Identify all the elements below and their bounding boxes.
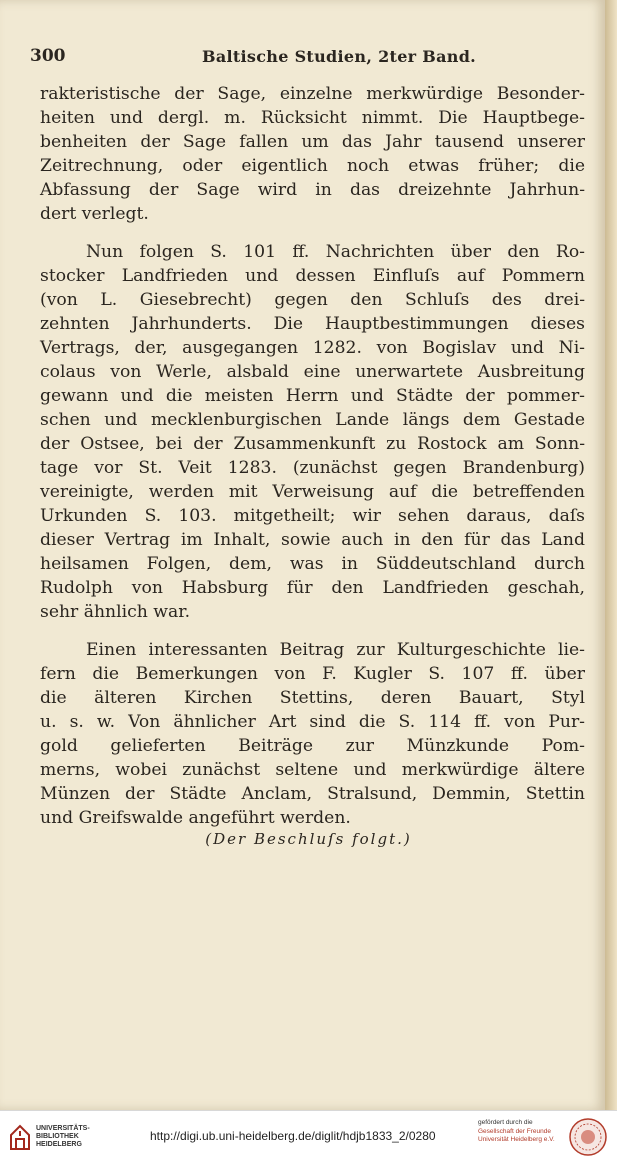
text-line: heilsamen Folgen, dem, was in Süddeutschland durch [40, 554, 585, 574]
text-line: gewann und die meisten Herrn und Städte der pommer- [40, 386, 585, 406]
text-line: merns, wobei zunächst seltene und merkwürdige ältere [40, 760, 585, 780]
text-line: Nun folgen S. 101 ff. Nachrichten über den Ro- [86, 242, 585, 262]
viewer-footer [0, 1110, 617, 1162]
text-line: vereinigte, werden mit Verweisung auf die betreffenden [40, 482, 585, 502]
text-line: tage vor St. Veit 1283. (zunächst gegen Brandenburg) [40, 458, 585, 478]
text-line: der Ostsee, bei der Zusammenkunft zu Rostock am Sonn- [40, 434, 585, 454]
university-name-line: UNIVERSITÄTS- [36, 1125, 90, 1132]
funder-credit [478, 1119, 568, 1145]
text-line: Zeitrechnung, oder eigentlich noch etwas früher; die [40, 156, 585, 176]
page-header [30, 46, 590, 72]
text-line: Abfassung der Sage wird in das dreizehnte Jahrhun- [40, 180, 585, 200]
body-text [40, 82, 585, 830]
text-line: Vertrags, der, ausgegangen 1282. von Bogislav und Ni- [40, 338, 585, 358]
funder-name-line: Gesellschaft der Freunde [478, 1127, 551, 1135]
text-line: rakteristische der Sage, einzelne merkwürdige Besonder- [40, 84, 585, 104]
text-line: colaus von Werle, alsbald eine unerwartete Ausbreitung [40, 362, 585, 382]
university-name [36, 1125, 90, 1149]
text-line: zehnten Jahrhunderts. Die Hauptbestimmungen dieses [40, 314, 585, 334]
text-line: Münzen der Städte Anclam, Stralsund, Demmin, Stettin [40, 784, 585, 804]
text-line: heiten und dergl. m. Rücksicht nimmt. Die Hauptbege- [40, 108, 585, 128]
text-line: sehr ähnlich war. [40, 602, 191, 622]
page-edge [605, 0, 617, 1110]
text-line: Einen interessanten Beitrag zur Kulturgeschichte lie- [86, 640, 585, 660]
funder-seal-icon [568, 1117, 608, 1157]
text-line: u. s. w. Von ähnlicher Art sind die S. 114 ff. von Pur- [40, 712, 585, 732]
page-number: 300 [30, 46, 66, 66]
text-line: Rudolph von Habsburg für den Landfrieden geschah, [40, 578, 585, 598]
text-line: dieser Vertrag im Inhalt, sowie auch in den für das Land [40, 530, 585, 550]
text-line: und Greifswalde angeführt werden. [40, 808, 351, 828]
university-logo-icon [8, 1123, 32, 1151]
text-line: schen und mecklenburgischen Lande längs dem Gestade [40, 410, 585, 430]
university-name-line: HEIDELBERG [36, 1141, 82, 1148]
text-line: stocker Landfrieden und dessen Einfluſs auf Pommern [40, 266, 585, 286]
university-name-line: BIBLIOTHEK [36, 1133, 79, 1140]
permalink-url[interactable]: http://digi.ub.uni-heidelberg.de/diglit/hdjb1833_2/0280 [150, 1129, 436, 1143]
funded-by-label: gefördert durch die [478, 1119, 533, 1126]
text-line: Urkunden S. 103. mitgetheilt; wir sehen daraus, daſs [40, 506, 585, 526]
funder-name-line: Universität Heidelberg e.V. [478, 1136, 555, 1143]
continuation-note: (Der Beschluſs folgt.) [205, 830, 412, 848]
text-line: die älteren Kirchen Stettins, deren Bauart, Styl [40, 688, 585, 708]
running-title: Baltische Studien, 2ter Band. [202, 47, 477, 66]
text-line: benheiten der Sage fallen um das Jahr tausend unserer [40, 132, 585, 152]
text-line: (von L. Giesebrecht) gegen den Schluſs des drei- [40, 290, 585, 310]
text-line: fern die Bemerkungen von F. Kugler S. 107 ff. über [40, 664, 585, 684]
text-line: gold gelieferten Beiträge zur Münzkunde Pom- [40, 736, 585, 756]
text-line: dert verlegt. [40, 204, 149, 224]
